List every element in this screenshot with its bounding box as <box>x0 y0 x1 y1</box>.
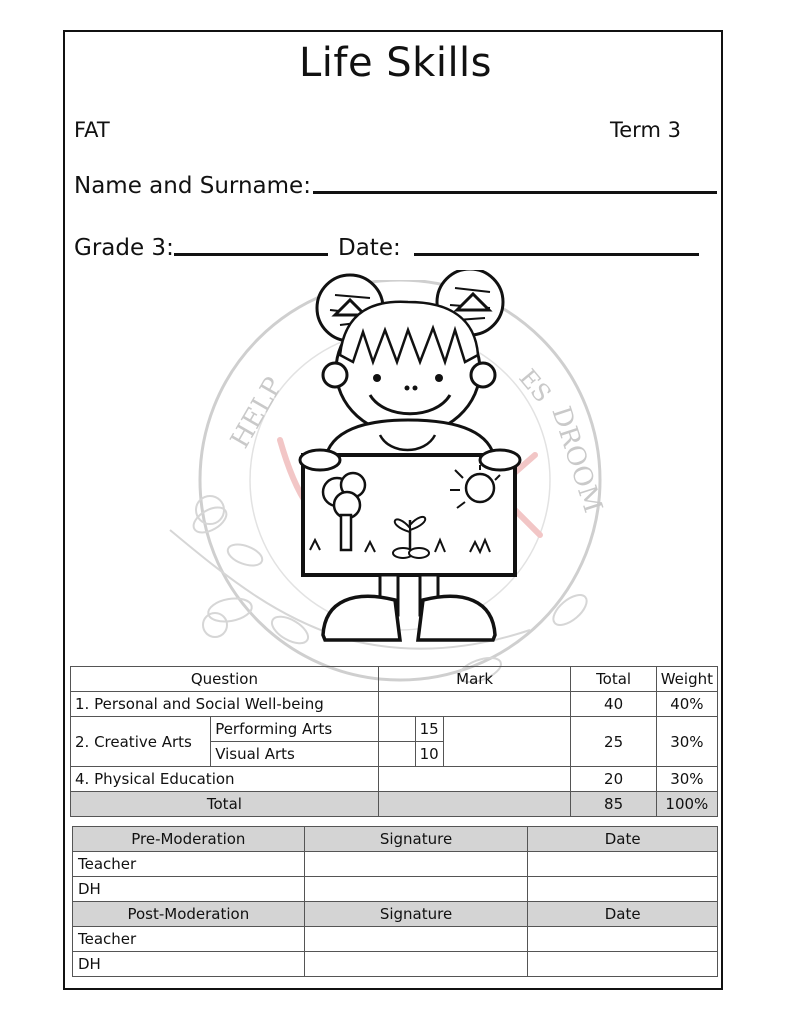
table-row <box>73 877 718 902</box>
pre-role-cell: Teacher <box>73 852 305 877</box>
sub-question-cell: Visual Arts <box>211 742 379 767</box>
assessment-header-row <box>71 667 718 692</box>
table-row <box>73 927 718 952</box>
total-mark-cell[interactable] <box>378 792 571 817</box>
total-weight-cell: 100% <box>656 792 717 817</box>
grade-label: Grade 3: <box>74 235 174 261</box>
header-question: Question <box>71 667 379 692</box>
total-row <box>71 792 718 817</box>
weight-cell: 30% <box>656 767 717 792</box>
question-cell: 4. Physical Education <box>71 767 379 792</box>
post-role-cell: DH <box>73 952 305 977</box>
sub-mark-cell: 10 <box>415 742 443 767</box>
date-line[interactable] <box>414 253 699 256</box>
date-cell[interactable] <box>528 952 718 977</box>
signature-cell[interactable] <box>304 852 528 877</box>
mark-cell[interactable] <box>378 767 571 792</box>
signature-cell[interactable] <box>304 877 528 902</box>
pre-date-header: Date <box>528 827 718 852</box>
post-moderation-title: Post-Moderation <box>73 902 305 927</box>
date-cell[interactable] <box>528 852 718 877</box>
signature-cell[interactable] <box>304 952 528 977</box>
table-row <box>71 692 718 717</box>
pre-moderation-header-row <box>73 827 718 852</box>
signature-cell[interactable] <box>304 927 528 952</box>
sub-mark-cell: 15 <box>415 717 443 742</box>
sub-question-cell: Performing Arts <box>211 717 379 742</box>
page-title: Life Skills <box>298 40 493 86</box>
moderation-table <box>72 826 718 977</box>
post-role-cell: Teacher <box>73 927 305 952</box>
name-surname-line[interactable] <box>313 191 717 194</box>
header-total: Total <box>571 667 656 692</box>
total-label: Total <box>71 792 379 817</box>
assessment-table <box>70 666 718 817</box>
table-row <box>71 767 718 792</box>
post-signature-header: Signature <box>304 902 528 927</box>
pre-moderation-title: Pre-Moderation <box>73 827 305 852</box>
watermark-text-left: HELP <box>225 372 290 454</box>
mark-cell[interactable] <box>378 692 571 717</box>
spacer-cell <box>378 742 415 767</box>
total-cell: 40 <box>571 692 656 717</box>
pre-signature-header: Signature <box>304 827 528 852</box>
header-weight: Weight <box>656 667 717 692</box>
date-cell[interactable] <box>528 927 718 952</box>
weight-cell: 30% <box>656 717 717 767</box>
watermark-text-mid: ES <box>513 363 557 408</box>
pre-role-cell: DH <box>73 877 305 902</box>
question-cell: 1. Personal and Social Well-being <box>71 692 379 717</box>
header-mark: Mark <box>378 667 571 692</box>
table-row <box>73 852 718 877</box>
assessment-type-label: FAT <box>74 118 110 142</box>
question-cell: 2. Creative Arts <box>71 717 211 767</box>
total-cell: 25 <box>571 717 656 767</box>
mark-cell[interactable] <box>443 717 571 767</box>
total-total-cell: 85 <box>571 792 656 817</box>
girl-holding-picture-illustration <box>295 270 525 655</box>
table-row <box>71 717 718 742</box>
watermark-text-right: DROOM <box>545 402 608 517</box>
post-moderation-header-row <box>73 902 718 927</box>
term-label: Term 3 <box>610 118 681 142</box>
total-cell: 20 <box>571 767 656 792</box>
post-date-header: Date <box>528 902 718 927</box>
grade-line[interactable] <box>174 253 328 256</box>
date-cell[interactable] <box>528 877 718 902</box>
weight-cell: 40% <box>656 692 717 717</box>
name-surname-label: Name and Surname: <box>74 173 311 199</box>
spacer-cell <box>378 717 415 742</box>
date-label: Date: <box>338 235 401 261</box>
table-row <box>73 952 718 977</box>
